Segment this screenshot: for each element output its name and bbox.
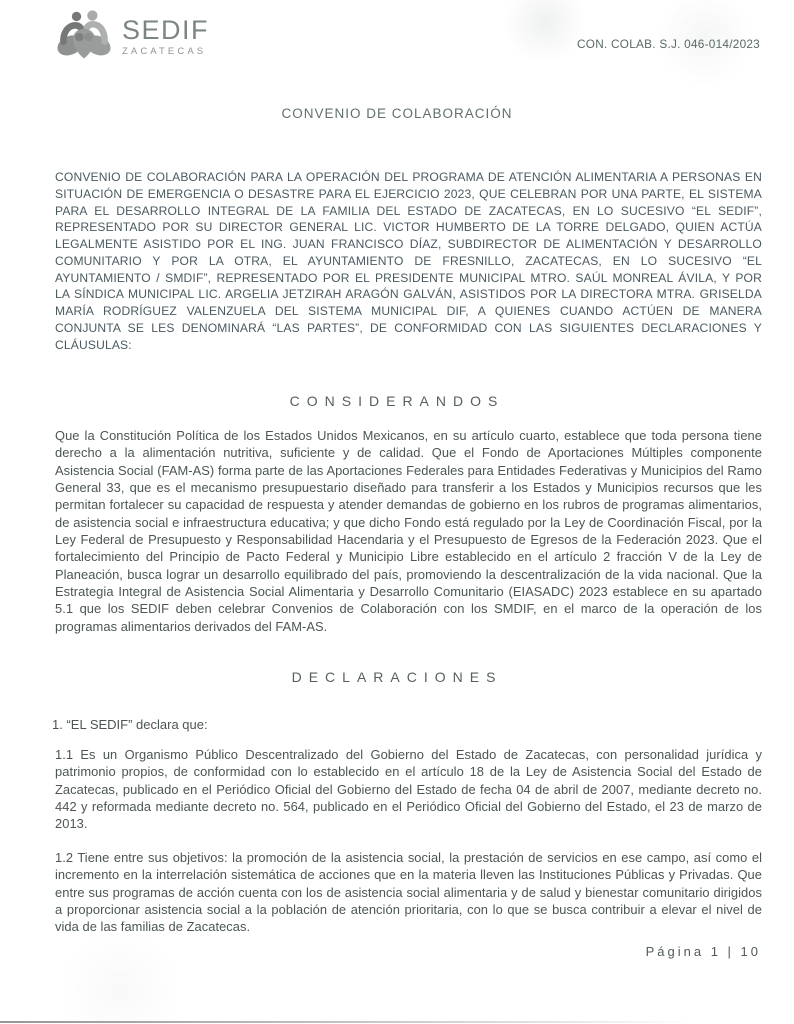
document-title: CONVENIO DE COLABORACIÓN [281,106,513,121]
declaration-intro: 1. “EL SEDIF” declara que: [52,717,208,732]
sedif-logo [56,8,209,66]
page-number: Página 1 | 10 [645,944,761,959]
declaration-item-1-1: 1.1 Es un Organismo Público Descentralizado del Gobierno del Estado de Zacatecas, con personalidad jurídica y patrimonio propios, de conformidad con lo establecido en el artículo 18 de la Ley de Asistencia Social del Estado de Zacatecas, publicado en el Periódico Oficial del Gobierno del Estado de fecha 04 de abril de 2007, mediante decreto no. 442 y reformada mediante decreto no. 564, publicado en el Periódico Oficial del Gobierno del Estado, el 23 de marzo de 2013. [55,747,762,832]
declaration-item-1-2: 1.2 Tiene entre sus objetivos: la promoción de la asistencia social, la prestación de servicios en ese campo, así como el incremento en la interrelación sistemática de acciones que en la materia lleven las Instituciones Públicas y Privadas. Que entre sus programas de acción cuenta con los de asistencia social alimentaria y de salud y bienestar comunitario dirigidos a proporcionar asistencia social a la población de atención prioritaria, con lo que se busca contribuir a elevar el nivel de vida de las familias de Zacatecas. [55,850,762,935]
scan-edge-artifact [0,1021,720,1023]
considerandos-paragraph: Que la Constitución Política de los Estados Unidos Mexicanos, en su artículo cuarto, establece que toda persona tiene derecho a la alimentación nutritiva, suficiente y de calidad. Que el Fondo de Aportaciones Múltiples componente Asistencia Social (FAM-AS) forma parte de las Aportaciones Federales para Entidades Federativas y Municipios del Ramo General 33, que es el mecanismo presupuestario diseñado para transferir a los Estados y Municipios recursos que les permitan fortalecer su capacidad de respuesta y atender demandas de gobierno en los rubros de programas alimentarios, de asistencia social e infraestructura educativa; y que dicho Fondo está regulado por la Ley de Coordinación Fiscal, por la Ley Federal de Presupuesto y Responsabilidad Hacendaria y el Presupuesto de Egresos de la Federación 2023. Que el fortalecimiento del Principio de Pacto Federal y Municipio Libre establecido en el artículo 2 fracción V de la Ley de Planeación, busca lograr un desarrollo equilibrado del país, promoviendo la descentralización de la vida nacional. Que la Estrategia Integral de Asistencia Social Alimentaria y Desarrollo Comunitario (EIASADC) 2023 establece en su apartado 5.1 que los SEDIF deben celebrar Convenios de Colaboración con los SMDIF, en el marco de la operación de los programas alimentarios derivados del FAM-AS. [55,428,762,634]
logo-text [122,17,209,57]
logo-subtitle: ZACATECAS [122,46,207,57]
declaraciones-heading: DECLARACIONES [291,669,503,685]
logo-title: SEDIF [122,15,210,45]
considerandos-heading: CONSIDERANDOS [289,393,505,409]
reference-number: CON. COLAB. S.J. 046-014/2023 [577,37,760,51]
intro-paragraph: CONVENIO DE COLABORACIÓN PARA LA OPERACIÓN DEL PROGRAMA DE ATENCIÓN ALIMENTARIA A PERSONAS EN SITUACIÓN DE EMERGENCIA O DESASTRE PARA EL EJERCICIO 2023, QUE CELEBRAN POR UNA PARTE, EL SISTEMA PARA EL DESARROLLO INTEGRAL DE LA FAMILIA DEL ESTADO DE ZACATECAS, EN LO SUCESIVO “EL SEDIF”, REPRESENTADO POR SU DIRECTOR GENERAL LIC. VICTOR HUMBERTO DE LA TORRE DELGADO, QUIEN ACTÚA LEGALMENTE ASISTIDO POR EL ING. JUAN FRANCISCO DÍAZ, SUBDIRECTOR DE ALIMENTACIÓN Y DESARROLLO COMUNITARIO Y POR LA OTRA, EL AYUNTAMIENTO DE FRESNILLO, ZACATECAS, EN LO SUCESIVO “EL AYUNTAMIENTO / SMDIF”, REPRESENTADO POR EL PRESIDENTE MUNICIPAL MTRO. SAÚL MONREAL ÁVILA, Y POR LA SÍNDICA MUNICIPAL LIC. ARGELIA JETZIRAH ARAGÓN GALVÁN, ASISTIDOS POR LA DIRECTORA MTRA. GRISELDA MARÍA RODRÍGUEZ VALENZUELA DEL SISTEMA MUNICIPAL DIF, A QUIENES CUANDO ACTÚEN DE MANERA CONJUNTA SE LES DENOMINARÁ “LAS PARTES”, DE CONFORMIDAD CON LAS SIGUIENTES DECLARACIONES Y CLÁUSULAS: [55,170,762,352]
family-emblem-icon [56,8,112,66]
